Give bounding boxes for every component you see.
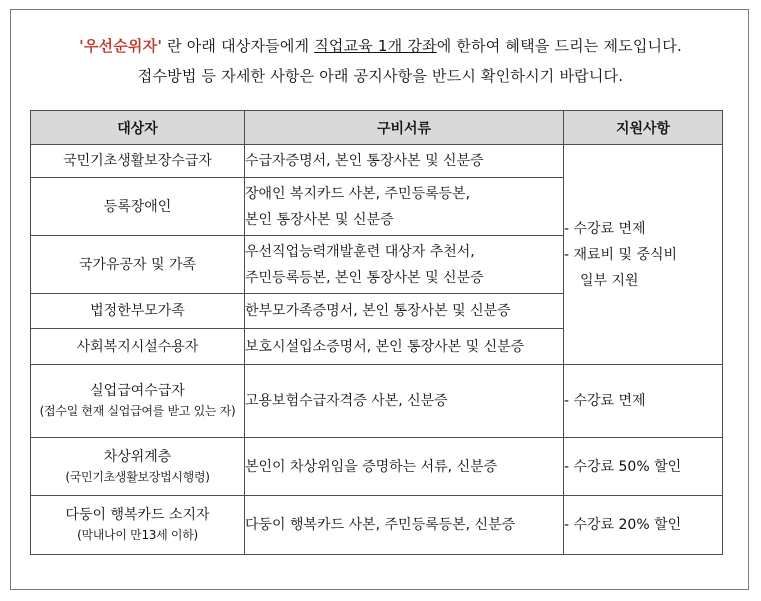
documents-line: 주민등록등본, 본인 통장사본 및 신분증 — [245, 269, 484, 286]
priority-term: 우선순위자 — [83, 37, 158, 55]
course-limit-text: 직업교육 1개 강좌 — [314, 37, 437, 55]
table-row — [31, 496, 723, 555]
target-label: 다둥이 행복카드 소지자 — [65, 507, 210, 523]
header-documents: 구비서류 — [245, 111, 564, 145]
target-cell: 등록장애인 — [31, 178, 245, 236]
target-cell: 국가유공자 및 가족 — [31, 236, 245, 294]
header-benefits: 지원사항 — [564, 111, 723, 145]
intro-line-1-mid: 란 아래 대상자들에게 — [162, 37, 315, 55]
table-row — [31, 145, 723, 178]
benefit-line: - 수강료 면제 — [564, 220, 646, 237]
priority-term-quote-open: ' — [79, 37, 84, 55]
benefit-cell: - 수강료 면제 — [564, 365, 723, 438]
target-condition: (접수일 현재 실업급여를 받고 있는 자) — [39, 404, 236, 418]
documents-line: 우선직업능력개발훈련 대상자 추천서, — [245, 243, 475, 260]
target-condition: (국민기초생활보장법시행령) — [65, 469, 210, 484]
documents-line: 본인 통장사본 및 신분증 — [245, 211, 394, 228]
documents-cell: 보호시설입소증명서, 본인 통장사본 및 신분증 — [245, 329, 564, 365]
benefit-cell: - 수강료 50% 할인 — [564, 438, 723, 496]
table-header-row — [31, 111, 723, 145]
documents-cell: 다둥이 행복카드 사본, 주민등록등본, 신분증 — [245, 496, 564, 555]
target-cell — [31, 365, 245, 438]
target-label: 실업급여수급자 — [90, 383, 185, 399]
intro-line-2: 접수방법 등 자세한 사항은 아래 공지사항을 반드시 확인하시기 바랍니다. — [137, 67, 624, 85]
benefit-cell: - 수강료 20% 할인 — [564, 496, 723, 555]
header-target: 대상자 — [31, 111, 245, 145]
target-cell — [31, 496, 245, 555]
target-cell: 사회복지시설수용자 — [31, 329, 245, 365]
benefit-line: - 재료비 및 중식비 — [564, 246, 678, 263]
documents-cell — [245, 236, 564, 294]
table-row — [31, 438, 723, 496]
target-condition: (막내나이 만13세 이하) — [77, 528, 198, 542]
eligibility-table — [30, 110, 723, 555]
benefit-line-text: 일부 지원 — [580, 272, 639, 289]
documents-cell: 수급자증명서, 본인 통장사본 및 신분증 — [245, 145, 564, 178]
documents-cell: 본인이 차상위임을 증명하는 서류, 신분증 — [245, 438, 564, 496]
table-row — [31, 365, 723, 438]
benefit-cell-group — [564, 145, 723, 365]
documents-cell — [245, 178, 564, 236]
intro-line-1-end: 에 한하여 혜택을 드리는 제도입니다. — [436, 37, 682, 55]
target-cell — [31, 438, 245, 496]
target-cell: 국민기초생활보장수급자 — [31, 145, 245, 178]
documents-line: 장애인 복지카드 사본, 주민등록등본, — [245, 185, 471, 202]
documents-cell: 한부모가족증명서, 본인 통장사본 및 신분증 — [245, 294, 564, 329]
documents-cell: 고용보험수급자격증 사본, 신분증 — [245, 365, 564, 438]
benefit-line — [564, 268, 722, 294]
target-label: 차상위계층 — [103, 448, 172, 465]
target-cell: 법정한부모가족 — [31, 294, 245, 329]
priority-term-quote-close: ' — [157, 37, 163, 55]
intro-line-1 — [0, 36, 761, 56]
